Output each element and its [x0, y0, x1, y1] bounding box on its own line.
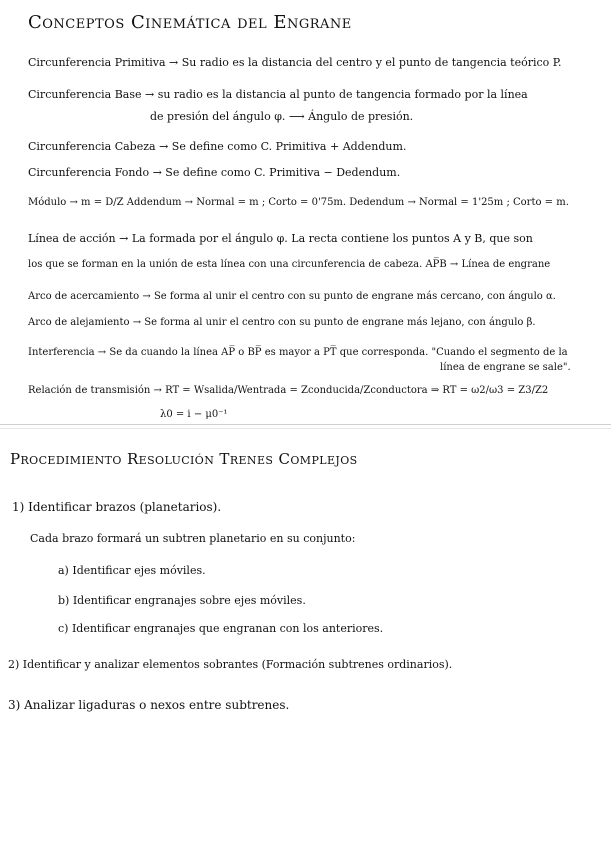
- note-primitiva: Circunferencia Primitiva → Su radio es la distancia del centro y el punto de tangencia teórico P.: [28, 56, 562, 69]
- note-acercamiento: Arco de acercamiento → Se forma al unir el centro con su punto de engrane más cercano, con ángulo α.: [28, 291, 556, 302]
- note-base-1: Circunferencia Base → su radio es la distancia al punto de tangencia formado por la línea: [28, 88, 528, 101]
- step-1-a: a) Identificar ejes móviles.: [58, 564, 206, 577]
- page-fold: [0, 424, 611, 425]
- section2-title: Procedimiento Resolución Trenes Complejos: [10, 450, 358, 468]
- note-base-2: de presión del ángulo φ. ⟶ Ángulo de presión.: [150, 110, 414, 123]
- note-lambda: λ0 = i − μ0⁻¹: [160, 409, 228, 420]
- note-interferencia-2: línea de engrane se sale".: [440, 362, 571, 373]
- note-modulo: Módulo → m = D/Z Addendum → Normal = m ; Corto = 0'75m. Dedendum → Normal = 1'25m ; Corto = m.: [28, 197, 569, 208]
- note-fondo: Circunferencia Fondo → Se define como C. Primitiva − Dedendum.: [28, 166, 401, 179]
- section1-title: Conceptos Cinemática del Engrane: [28, 12, 352, 33]
- note-transmision: Relación de transmisión → RT = Wsalida/Wentrada = Zconducida/Zconductora ⇒ RT = ω2/ω3 = Z3/Z2: [28, 385, 549, 396]
- note-cabeza: Circunferencia Cabeza → Se define como C. Primitiva + Addendum.: [28, 140, 407, 153]
- note-accion-2: los que se forman en la unión de esta línea con una circunferencia de cabeza. AP̅B → Línea de engrane: [28, 259, 551, 270]
- note-interferencia-1: Interferencia → Se da cuando la línea AP̅ o BP̅ es mayor a PT̅ que corresponda. "Cuando el segmento de la: [28, 347, 568, 358]
- page-fold-shadow: [0, 428, 611, 429]
- note-accion-1: Línea de acción → La formada por el ángulo φ. La recta contiene los puntos A y B, que son: [28, 232, 533, 245]
- step-3: 3) Analizar ligaduras o nexos entre subtrenes.: [8, 698, 290, 712]
- note-alejamiento: Arco de alejamiento → Se forma al unir el centro con su punto de engrane más lejano, con ángulo β.: [28, 317, 536, 328]
- step-1: 1) Identificar brazos (planetarios).: [12, 500, 222, 514]
- step-2: 2) Identificar y analizar elementos sobrantes (Formación subtrenes ordinarios).: [8, 658, 453, 671]
- step-1-b: b) Identificar engranajes sobre ejes móviles.: [58, 594, 306, 607]
- step-1-c: c) Identificar engranajes que engranan con los anteriores.: [58, 622, 384, 635]
- step-1-sub: Cada brazo formará un subtren planetario en su conjunto:: [30, 532, 356, 545]
